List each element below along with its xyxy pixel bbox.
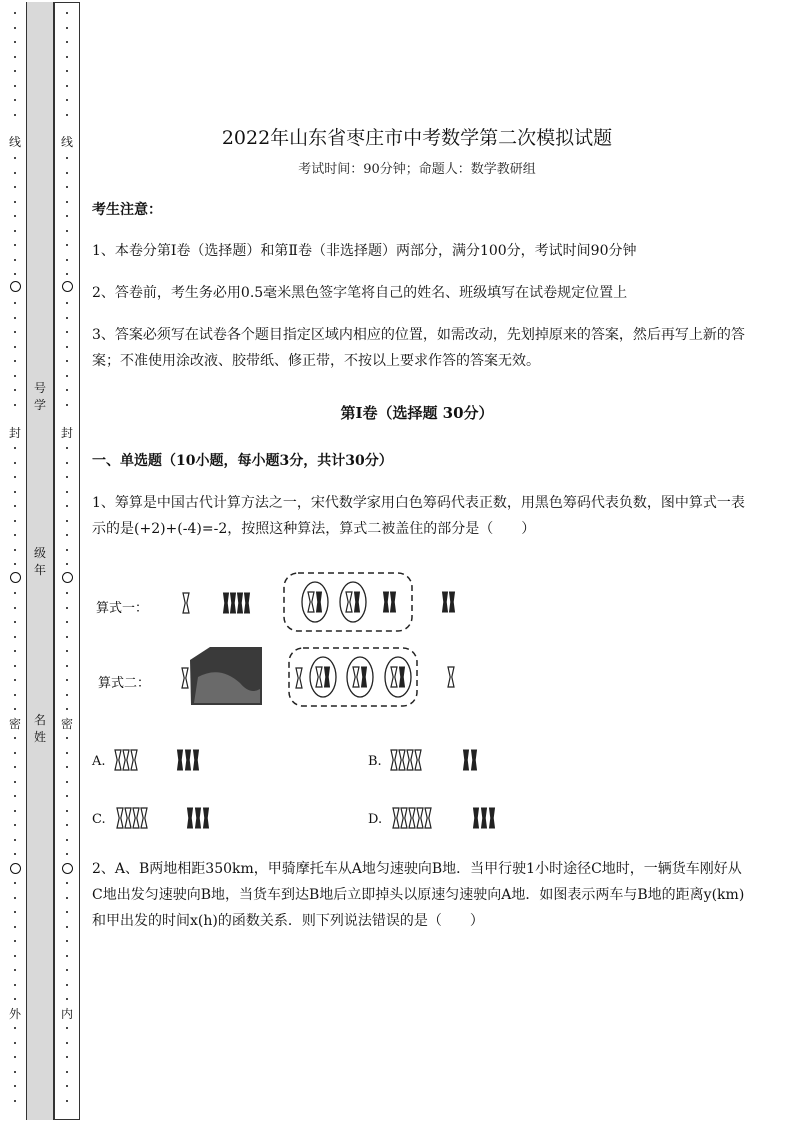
margin-dot	[66, 1056, 68, 1058]
margin-dot	[14, 824, 16, 826]
margin-dot	[66, 621, 68, 623]
binding-margin-inner	[54, 2, 80, 1120]
margin-dot	[14, 244, 16, 246]
margin-dot	[66, 172, 68, 174]
margin-dot	[66, 563, 68, 565]
counting-rods-figure	[90, 565, 530, 715]
margin-dot	[14, 1071, 16, 1073]
margin-dot	[66, 215, 68, 217]
margin-dot	[14, 708, 16, 710]
margin-dot	[14, 650, 16, 652]
margin-dot	[66, 752, 68, 754]
option-d-rods[interactable]	[386, 803, 516, 835]
option-c-rods[interactable]	[110, 803, 230, 835]
margin-seal-char: 封	[60, 426, 73, 440]
margin-dot	[66, 447, 68, 449]
margin-dot	[14, 563, 16, 565]
margin-dot	[14, 157, 16, 159]
question-1-text: 1、筹算是中国古代计算方法之一，宋代数学家用白色筹码代表正数，用黑色筹码代表负数，图中算式一表示的是(+2)+(-4)=-2，按照这种算法，算式二被盖住的部分是（ ）	[92, 495, 745, 537]
margin-circle	[62, 281, 73, 292]
margin-dot	[66, 114, 68, 116]
margin-dot	[66, 737, 68, 739]
student-number-label: 号学	[33, 381, 46, 412]
margin-dot	[66, 998, 68, 1000]
notice-heading: 考生注意：	[92, 202, 162, 218]
margin-dot	[14, 447, 16, 449]
margin-dot	[14, 607, 16, 609]
margin-dot	[14, 360, 16, 362]
margin-dot	[14, 940, 16, 942]
margin-dot	[14, 70, 16, 72]
margin-dot	[14, 12, 16, 14]
margin-dot	[66, 708, 68, 710]
margin-seal-char: 封	[8, 426, 21, 440]
margin-circle	[62, 572, 73, 583]
margin-dot	[14, 665, 16, 667]
margin-dot	[14, 491, 16, 493]
margin-inside-char: 内	[60, 1007, 73, 1021]
margin-dot	[66, 462, 68, 464]
margin-secret-char: 密	[60, 717, 73, 731]
margin-outside-char: 外	[8, 1007, 21, 1021]
margin-dot	[14, 694, 16, 696]
margin-dot	[14, 375, 16, 377]
margin-dot	[66, 259, 68, 261]
margin-dot	[14, 41, 16, 43]
margin-dot	[66, 911, 68, 913]
margin-dot	[14, 56, 16, 58]
exam-subtitle: 考试时间：90分钟；命题人：数学教研组	[298, 162, 536, 177]
margin-dot	[14, 549, 16, 551]
margin-dot	[66, 940, 68, 942]
margin-dot	[14, 85, 16, 87]
margin-dot	[66, 984, 68, 986]
margin-secret-char: 密	[8, 717, 21, 731]
margin-dot	[66, 694, 68, 696]
margin-dot	[14, 259, 16, 261]
margin-dot	[66, 1085, 68, 1087]
margin-dot	[66, 70, 68, 72]
option-a-rods[interactable]	[110, 745, 230, 777]
margin-dot	[66, 810, 68, 812]
margin-circle	[10, 281, 21, 292]
margin-dot	[14, 520, 16, 522]
margin-dot	[14, 911, 16, 913]
margin-dot	[66, 549, 68, 551]
margin-dot	[14, 215, 16, 217]
margin-dot	[14, 186, 16, 188]
margin-dot	[66, 56, 68, 58]
margin-dot	[66, 636, 68, 638]
equation-1-label: 算式一：	[96, 601, 149, 616]
margin-dot	[14, 853, 16, 855]
margin-dot	[66, 331, 68, 333]
margin-dot	[14, 27, 16, 29]
margin-dot	[14, 1100, 16, 1102]
margin-dot	[14, 766, 16, 768]
margin-dot	[66, 404, 68, 406]
margin-dot	[66, 360, 68, 362]
section-title: 第Ⅰ卷（选择题 30分）	[340, 404, 494, 422]
margin-dot	[66, 476, 68, 478]
margin-dot	[14, 534, 16, 536]
margin-dot	[14, 99, 16, 101]
margin-dot	[14, 172, 16, 174]
margin-dot	[14, 476, 16, 478]
margin-dot	[66, 230, 68, 232]
margin-dot	[66, 679, 68, 681]
margin-dot	[66, 491, 68, 493]
margin-dot	[14, 839, 16, 841]
margin-dot	[66, 157, 68, 159]
margin-dot	[66, 389, 68, 391]
margin-dot	[66, 795, 68, 797]
margin-dot	[66, 12, 68, 14]
margin-dot	[66, 244, 68, 246]
grade-label: 级年	[33, 546, 46, 577]
margin-dot	[66, 27, 68, 29]
option-b-label[interactable]: B.	[368, 754, 382, 769]
margin-dot	[14, 1056, 16, 1058]
margin-dot	[14, 462, 16, 464]
margin-dot	[14, 346, 16, 348]
margin-dot	[14, 331, 16, 333]
margin-dot	[66, 882, 68, 884]
margin-line-char: 线	[8, 135, 21, 149]
margin-dot	[66, 201, 68, 203]
equation-2-label: 算式二：	[98, 676, 151, 691]
margin-dot	[66, 375, 68, 377]
margin-dot	[66, 781, 68, 783]
question-2-text: 2、A、B两地相距350km，甲骑摩托车从A地匀速驶向B地．当甲行驶1小时途径C地时，一辆货车刚好从C地出发匀速驶向B地，当货车到达B地后立即掉头以原速匀速驶向A地．如图表示两车与B地的距离y(km)和甲出发的时间x(h)的函数关系．则下列说法错误的是（ ）	[92, 861, 745, 929]
margin-dot	[14, 621, 16, 623]
margin-dot	[14, 882, 16, 884]
margin-circle	[10, 572, 21, 583]
notice-item: 2、答卷前，考生务必用0.5毫米黑色签字笔将自己的姓名、班级填写在试卷规定位置上	[92, 285, 628, 301]
margin-dot	[66, 969, 68, 971]
margin-dot	[14, 969, 16, 971]
option-d-label[interactable]: D.	[368, 812, 383, 827]
part-title: 一、单选题（10小题，每小题3分，共计30分）	[92, 453, 393, 469]
margin-dot	[66, 186, 68, 188]
margin-dot	[14, 273, 16, 275]
margin-dot	[14, 1085, 16, 1087]
page-title: 2022年山东省枣庄市中考数学第二次模拟试题	[221, 127, 613, 149]
margin-dot	[66, 853, 68, 855]
margin-dot	[14, 795, 16, 797]
margin-circle	[10, 863, 21, 874]
margin-dot	[66, 592, 68, 594]
margin-dot	[14, 302, 16, 304]
margin-dot	[14, 592, 16, 594]
margin-dot	[66, 897, 68, 899]
margin-dot	[14, 114, 16, 116]
margin-dot	[14, 230, 16, 232]
margin-dot	[14, 317, 16, 319]
margin-dot	[66, 955, 68, 957]
margin-dot	[66, 1027, 68, 1029]
notice-item: 3、答案必须写在试卷各个题目指定区域内相应的位置，如需改动，先划掉原来的答案，然后再写上新的答案；不准使用涂改液、胶带纸、修正带，不按以上要求作答的答案无效。	[92, 327, 745, 369]
margin-dot	[14, 737, 16, 739]
margin-dot	[66, 607, 68, 609]
margin-dot	[66, 99, 68, 101]
margin-dot	[14, 984, 16, 986]
margin-dot	[14, 810, 16, 812]
option-a-label[interactable]: A.	[92, 754, 106, 769]
option-b-rods[interactable]	[386, 745, 506, 777]
margin-dot	[66, 1100, 68, 1102]
margin-dot	[14, 752, 16, 754]
option-c-label[interactable]: C.	[92, 812, 106, 827]
margin-dot	[14, 897, 16, 899]
margin-dot	[14, 505, 16, 507]
binding-margin-info-band	[26, 2, 54, 1120]
margin-dot	[66, 85, 68, 87]
margin-line-char: 线	[60, 135, 73, 149]
margin-dot	[14, 1042, 16, 1044]
name-label: 名姓	[33, 713, 46, 744]
margin-dot	[14, 201, 16, 203]
margin-dot	[66, 346, 68, 348]
margin-circle	[62, 863, 73, 874]
margin-dot	[66, 766, 68, 768]
margin-dot	[14, 955, 16, 957]
margin-dot	[66, 926, 68, 928]
margin-dot	[66, 1071, 68, 1073]
margin-dot	[66, 839, 68, 841]
margin-dot	[66, 1042, 68, 1044]
margin-dot	[66, 317, 68, 319]
margin-dot	[14, 389, 16, 391]
margin-dot	[66, 534, 68, 536]
margin-dot	[14, 636, 16, 638]
margin-dot	[66, 41, 68, 43]
margin-dot	[14, 926, 16, 928]
margin-dot	[66, 824, 68, 826]
notice-item: 1、本卷分第Ⅰ卷（选择题）和第Ⅱ卷（非选择题）两部分，满分100分，考试时间90分钟	[92, 243, 637, 259]
margin-dot	[66, 273, 68, 275]
margin-dot	[14, 781, 16, 783]
margin-dot	[14, 998, 16, 1000]
margin-dot	[66, 505, 68, 507]
margin-dot	[66, 650, 68, 652]
margin-dot	[66, 665, 68, 667]
margin-dot	[66, 520, 68, 522]
margin-dot	[66, 302, 68, 304]
margin-dot	[14, 404, 16, 406]
margin-dot	[14, 1027, 16, 1029]
margin-dot	[14, 679, 16, 681]
